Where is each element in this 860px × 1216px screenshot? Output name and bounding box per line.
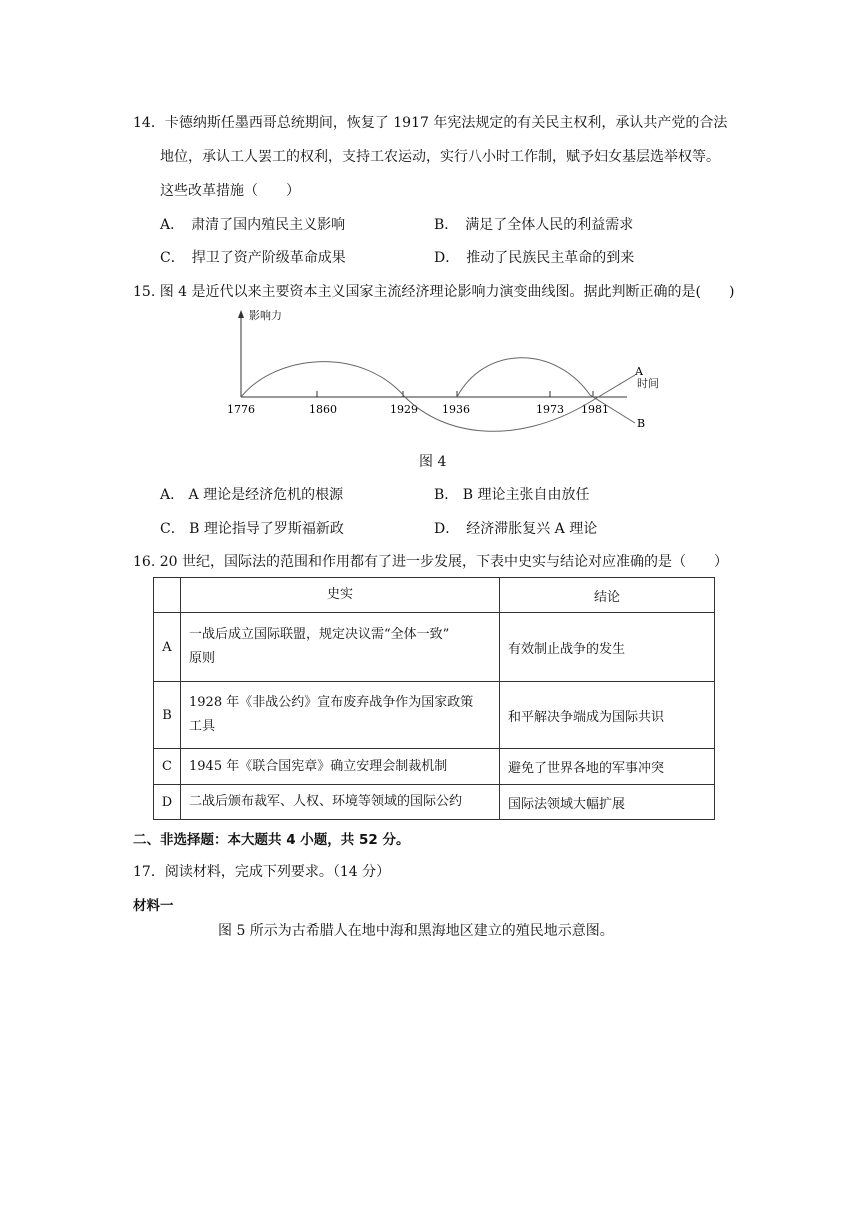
q15-option-d: D． 经济滞胀复兴 A 理论 bbox=[434, 521, 598, 537]
y-axis-arrow bbox=[238, 310, 244, 318]
table-header-conclusion: 结论 bbox=[500, 578, 715, 613]
row-fact bbox=[181, 613, 500, 682]
material-1-text: 图 5 所示为古希腊人在地中海和黑海地区建立的殖民地示意图。 bbox=[218, 923, 614, 939]
table-row bbox=[154, 613, 715, 682]
row-label: A bbox=[154, 613, 181, 682]
table-header-row bbox=[154, 578, 715, 613]
tick-label-1776: 1776 bbox=[227, 403, 255, 416]
q16-stem: 16. 20 世纪，国际法的范围和作用都有了进一步发展，下表中史实与结论对应准确的是（ ） bbox=[133, 554, 728, 570]
row-conclusion: 避免了世界各地的军事冲突 bbox=[500, 749, 715, 785]
figure-4-chart bbox=[225, 305, 659, 435]
q15-option-b: B． B 理论主张自由放任 bbox=[434, 487, 590, 503]
q14-option-c: C． 捍卫了资产阶级革命成果 bbox=[160, 250, 346, 266]
q15-stem: 15. 图 4 是近代以来主要资本主义国家主流经济理论影响力演变曲线图。据此判断正确的是( ) bbox=[133, 284, 735, 300]
x-axis-label: 时间 bbox=[637, 377, 659, 390]
table-header-fact: 史实 bbox=[181, 578, 500, 613]
y-axis-label: 影响力 bbox=[249, 309, 282, 322]
material-1-label: 材料一 bbox=[133, 898, 174, 914]
q17-stem: 17．阅读材料，完成下列要求。（14 分） bbox=[133, 864, 391, 880]
row-fact bbox=[181, 682, 500, 749]
row-fact-line-1: 1928 年《非战公约》宣布废弃战争作为国家政策 bbox=[189, 695, 474, 710]
row-fact-line-2: 工具 bbox=[189, 719, 216, 734]
q16-table bbox=[153, 577, 715, 820]
table-header-empty bbox=[154, 578, 181, 613]
row-fact: 二战后颁布裁军、人权、环境等领域的国际公约 bbox=[181, 785, 500, 820]
q14-option-a: A． 肃清了国内殖民主义影响 bbox=[160, 217, 346, 233]
section-2-heading: 二、非选择题：本大题共 4 小题，共 52 分。 bbox=[133, 832, 410, 848]
row-label: C bbox=[154, 749, 181, 785]
table-row bbox=[154, 785, 715, 820]
q14-option-d: D． 推动了民族民主革命的到来 bbox=[434, 250, 635, 266]
row-label: B bbox=[154, 682, 181, 749]
q14-stem-line-2: 地位，承认工人罢工的权利，支持工农运动，实行八小时工作制，赋予妇女基层选举权等。 bbox=[160, 149, 720, 165]
row-conclusion: 国际法领域大幅扩展 bbox=[500, 785, 715, 820]
q15-option-c: C． B 理论指导了罗斯福新政 bbox=[160, 521, 344, 537]
table-row bbox=[154, 682, 715, 749]
q14-stem-line-1: 14．卡德纳斯任墨西哥总统期间，恢复了 1917 年宪法规定的有关民主权利，承认共产党的合法 bbox=[133, 115, 728, 131]
q14-option-b: B． 满足了全体人民的利益需求 bbox=[434, 217, 634, 233]
row-fact-line-2: 原则 bbox=[189, 651, 216, 666]
tick-label-1929: 1929 bbox=[390, 403, 418, 416]
series-a-curve bbox=[241, 362, 635, 432]
row-conclusion: 有效制止战争的发生 bbox=[500, 613, 715, 682]
q15-option-a: A． A 理论是经济危机的根源 bbox=[160, 487, 344, 503]
tick-label-1936: 1936 bbox=[442, 403, 470, 416]
tick-label-1860: 1860 bbox=[309, 403, 337, 416]
row-label: D bbox=[154, 785, 181, 820]
row-fact: 1945 年《联合国宪章》确立安理会制裁机制 bbox=[181, 749, 500, 785]
row-fact-line-1: 一战后成立国际联盟，规定决议需“全体一致” bbox=[189, 627, 450, 642]
series-b-label: B bbox=[637, 417, 646, 430]
row-conclusion: 和平解决争端成为国际共识 bbox=[500, 682, 715, 749]
tick-label-1973: 1973 bbox=[536, 403, 564, 416]
table-row bbox=[154, 749, 715, 785]
q14-stem-line-3: 这些改革措施（ ） bbox=[160, 183, 300, 199]
tick-label-1981: 1981 bbox=[581, 403, 609, 416]
series-a-label: A bbox=[635, 365, 643, 378]
figure-4-caption: 图 4 bbox=[419, 454, 447, 470]
